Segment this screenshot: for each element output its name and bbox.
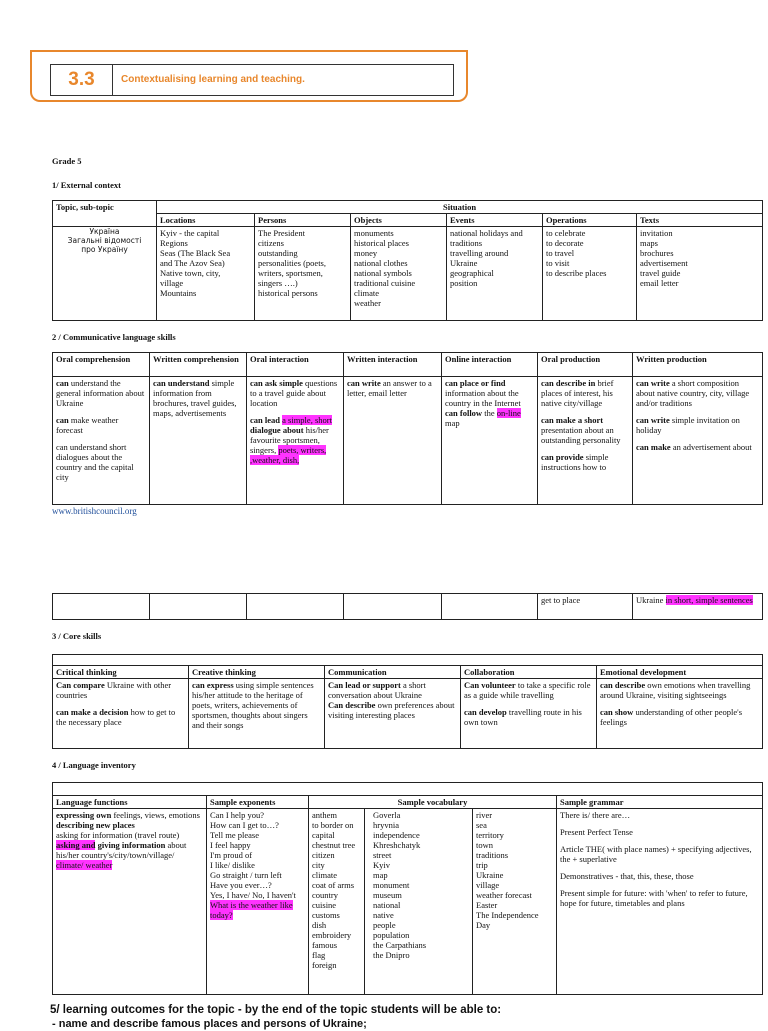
text-bold: can make a decision xyxy=(56,707,129,718)
col-header: Sample grammar xyxy=(557,796,763,809)
text-bold: can make xyxy=(636,442,671,453)
text-bold: can make a short xyxy=(541,415,604,426)
col-header: Communication xyxy=(325,666,461,679)
text: Present Perfect Tense xyxy=(560,827,633,838)
col-header: Emotional development xyxy=(597,666,763,679)
text-highlight: a simple, short xyxy=(282,415,332,426)
section5-title: 5/ learning outcomes for the topic - by the end of the topic students will be able to: xyxy=(50,1004,502,1016)
table-cell xyxy=(53,679,189,749)
text: feelings, views, emotions xyxy=(111,810,200,821)
text: simple instructions how to xyxy=(541,452,609,473)
table-cell xyxy=(344,377,442,505)
text-bold: can show xyxy=(600,707,634,718)
section-number: 3.3 xyxy=(51,65,113,95)
table-cell xyxy=(150,377,247,505)
footer-link[interactable]: www.britishcouncil.org xyxy=(52,506,137,516)
table-cell: river sea territory town traditions trip Ukraine village weather forecast Easter The Independence Day xyxy=(473,809,557,995)
table-cell xyxy=(53,809,207,995)
table-cell xyxy=(442,377,538,505)
text-bold: can xyxy=(56,415,69,426)
text: Demonstratives - that, this, these, those xyxy=(560,871,694,882)
col-header: Texts xyxy=(637,214,763,227)
text: using simple sentences his/her attitude to the heritage of poets, writers, achievements of sportsmen, thoughts about singers and their songs xyxy=(192,680,314,731)
table-cell: to celebrate to decorate to travel to visit to describe places xyxy=(543,227,637,321)
col-header: Locations xyxy=(157,214,255,227)
table-cell xyxy=(538,377,633,505)
table-cell: Kyiv - the capital Regions Seas (The Black Sea and The Azov Sea) Native town, city, village Mountains xyxy=(157,227,255,321)
col-header: Critical thinking xyxy=(53,666,189,679)
col-header: Written interaction xyxy=(344,353,442,377)
text-bold: can understand xyxy=(153,378,210,388)
text: an advertisement about xyxy=(670,442,752,453)
section4-title: 4 / Language inventory xyxy=(52,760,136,770)
text-bold: can describe xyxy=(600,680,646,691)
text: presentation about an outstanding personality xyxy=(541,425,621,446)
col-header: Persons xyxy=(255,214,351,227)
text: can understand short dialogues about the country and the capital city xyxy=(56,442,134,483)
text: make weather forecast xyxy=(56,415,119,436)
topic-header: Topic, sub-topic xyxy=(53,201,157,227)
col-header: Sample vocabulary xyxy=(309,796,557,809)
text-bold: can write xyxy=(347,378,381,388)
text-bold: giving information xyxy=(95,840,166,851)
situation-header: Situation xyxy=(157,201,763,214)
text-bold: can follow xyxy=(445,408,483,419)
col-header: Objects xyxy=(351,214,447,227)
text: a short conversation about Ukraine xyxy=(328,680,426,701)
text-highlight: poets, writers, ,weather, dish, xyxy=(250,445,327,466)
col-header: Oral comprehension xyxy=(53,353,150,377)
section1-title: 1/ External context xyxy=(52,180,121,190)
text: Can I help you? How can I get to…? Tell me please I feel happy I'm proud of I like/ dislike Go straight / turn left Have you ever…? Yes, I have/ No, I haven't xyxy=(210,810,296,901)
table-cell xyxy=(189,679,325,749)
table-cell: The President citizens outstanding personalities (poets, writers, sportsmen, singers ….) historical persons xyxy=(255,227,351,321)
table-cell xyxy=(633,377,763,505)
text-bold: dialogue about xyxy=(250,425,304,436)
text: simple information from brochures, travel guides, maps, advertisements xyxy=(153,378,237,419)
section-header xyxy=(50,64,454,96)
text: how to get to the necessary place xyxy=(56,707,176,728)
text: asking for information (travel route) xyxy=(56,830,180,841)
text-bold: can express xyxy=(192,680,234,691)
text-bold: can ask simple xyxy=(250,378,303,388)
text-bold: Can volunteer xyxy=(464,680,516,691)
table-cell xyxy=(150,594,247,620)
table-cell xyxy=(461,679,597,749)
table-cell: monuments historical places money national clothes national symbols traditional cuisine climate weather xyxy=(351,227,447,321)
text-highlight: in short, simple sentences xyxy=(665,595,753,605)
text: Article THE( with place names) + specifying adjectives, the + superlative xyxy=(560,844,752,865)
col-header: Language functions xyxy=(53,796,207,809)
communicative-skills-table xyxy=(52,352,763,505)
col-header: Events xyxy=(447,214,543,227)
table-cell: anthem to border on capital chestnut tree citizen city climate coat of arms country cuisine customs dish embroidery famous flag foreign xyxy=(309,809,365,995)
text-bold: can write xyxy=(636,415,670,426)
text: information about the country in the Internet xyxy=(445,388,521,409)
text-bold: expressing own xyxy=(56,810,112,821)
text: There is/ there are… xyxy=(560,810,631,821)
text: Ukraine with other countries xyxy=(56,680,172,701)
text: about his/her country's/city/town/village/ xyxy=(56,840,187,861)
text: map xyxy=(445,418,460,429)
text: Ukraine xyxy=(636,595,666,605)
text: questions to a travel guide about location xyxy=(250,378,338,409)
core-skills-table xyxy=(52,654,763,749)
blank-row xyxy=(53,655,763,666)
text-bold: can develop xyxy=(464,707,507,718)
text: simple invitation on holiday xyxy=(636,415,740,436)
table-cell xyxy=(247,594,344,620)
col-header: Written comprehension xyxy=(150,353,247,377)
text-highlight: What is the weather like today? xyxy=(210,900,293,921)
section2-title: 2 / Communicative language skills xyxy=(52,332,176,342)
text-bold: Can lead or support xyxy=(328,680,401,691)
outcome-line: - name and describe famous places and persons of Ukraine; xyxy=(52,1018,367,1030)
table-cell xyxy=(344,594,442,620)
language-inventory-table xyxy=(52,782,763,995)
text: Present simple for future: with 'when' to refer to future, hope for future, timetables and plans xyxy=(560,888,748,909)
communicative-skills-table-continued xyxy=(52,593,763,620)
col-header: Oral production xyxy=(538,353,633,377)
external-context-table xyxy=(52,200,763,321)
table-cell: Goverla hryvnia independence Khreshchatyk street Kyiv map monument museum national native people population the Carpathians the Dnipro xyxy=(365,809,473,995)
text: the xyxy=(482,408,497,419)
grade-label: Grade 5 xyxy=(52,156,82,166)
table-cell xyxy=(633,594,763,620)
text: understand the general information about Ukraine xyxy=(56,378,145,409)
text-bold: can place or find xyxy=(445,378,506,388)
text-bold: Can describe xyxy=(328,700,376,711)
table-cell xyxy=(207,809,309,995)
table-cell xyxy=(557,809,763,995)
text: brief places of interest, his native city/village xyxy=(541,378,614,409)
section3-title: 3 / Core skills xyxy=(52,631,102,641)
text: his/her favourite sportsmen, singers, xyxy=(250,425,329,456)
text-highlight: climate/ weather xyxy=(56,860,113,871)
section-title: Contextualising learning and teaching. xyxy=(121,74,305,86)
text: travelling route in his own town xyxy=(464,707,582,728)
table-cell: national holidays and traditions travelling around Ukraine geographical position xyxy=(447,227,543,321)
col-header: Creative thinking xyxy=(189,666,325,679)
col-header: Collaboration xyxy=(461,666,597,679)
text: understanding of other people's feelings xyxy=(600,707,743,728)
col-header: Sample exponents xyxy=(207,796,309,809)
text-bold: describing new places xyxy=(56,820,135,831)
text-highlight: on-line xyxy=(496,408,521,419)
text: an answer to a letter, email letter xyxy=(347,378,432,399)
text-bold: can xyxy=(56,378,69,388)
text: to take a specific role as a guide while travelling xyxy=(464,680,591,701)
col-header: Online interaction xyxy=(442,353,538,377)
col-header: Written production xyxy=(633,353,763,377)
col-header: Oral interaction xyxy=(247,353,344,377)
table-cell xyxy=(325,679,461,749)
table-cell: get to place xyxy=(538,594,633,620)
table-cell xyxy=(247,377,344,505)
text-bold: can provide xyxy=(541,452,584,463)
text-bold: can write xyxy=(636,378,670,388)
table-cell xyxy=(53,594,150,620)
col-header: Operations xyxy=(543,214,637,227)
blank-row xyxy=(53,783,763,796)
text-bold: can lead xyxy=(250,415,283,426)
text: own preferences about visiting interesting places xyxy=(328,700,455,721)
table-cell xyxy=(53,377,150,505)
text: a short composition about native country, city, village and/or traditions xyxy=(636,378,750,409)
text-bold: can describe in xyxy=(541,378,596,388)
topic-cell: Україна Загальні відомості про Україну xyxy=(53,227,157,321)
table-cell xyxy=(597,679,763,749)
text: own emotions when travelling around Ukraine, visiting sightseeings xyxy=(600,680,751,701)
table-cell: invitation maps brochures advertisement travel guide email letter xyxy=(637,227,763,321)
table-cell xyxy=(442,594,538,620)
text-highlight: asking and xyxy=(56,840,96,851)
text-bold: Can compare xyxy=(56,680,105,691)
